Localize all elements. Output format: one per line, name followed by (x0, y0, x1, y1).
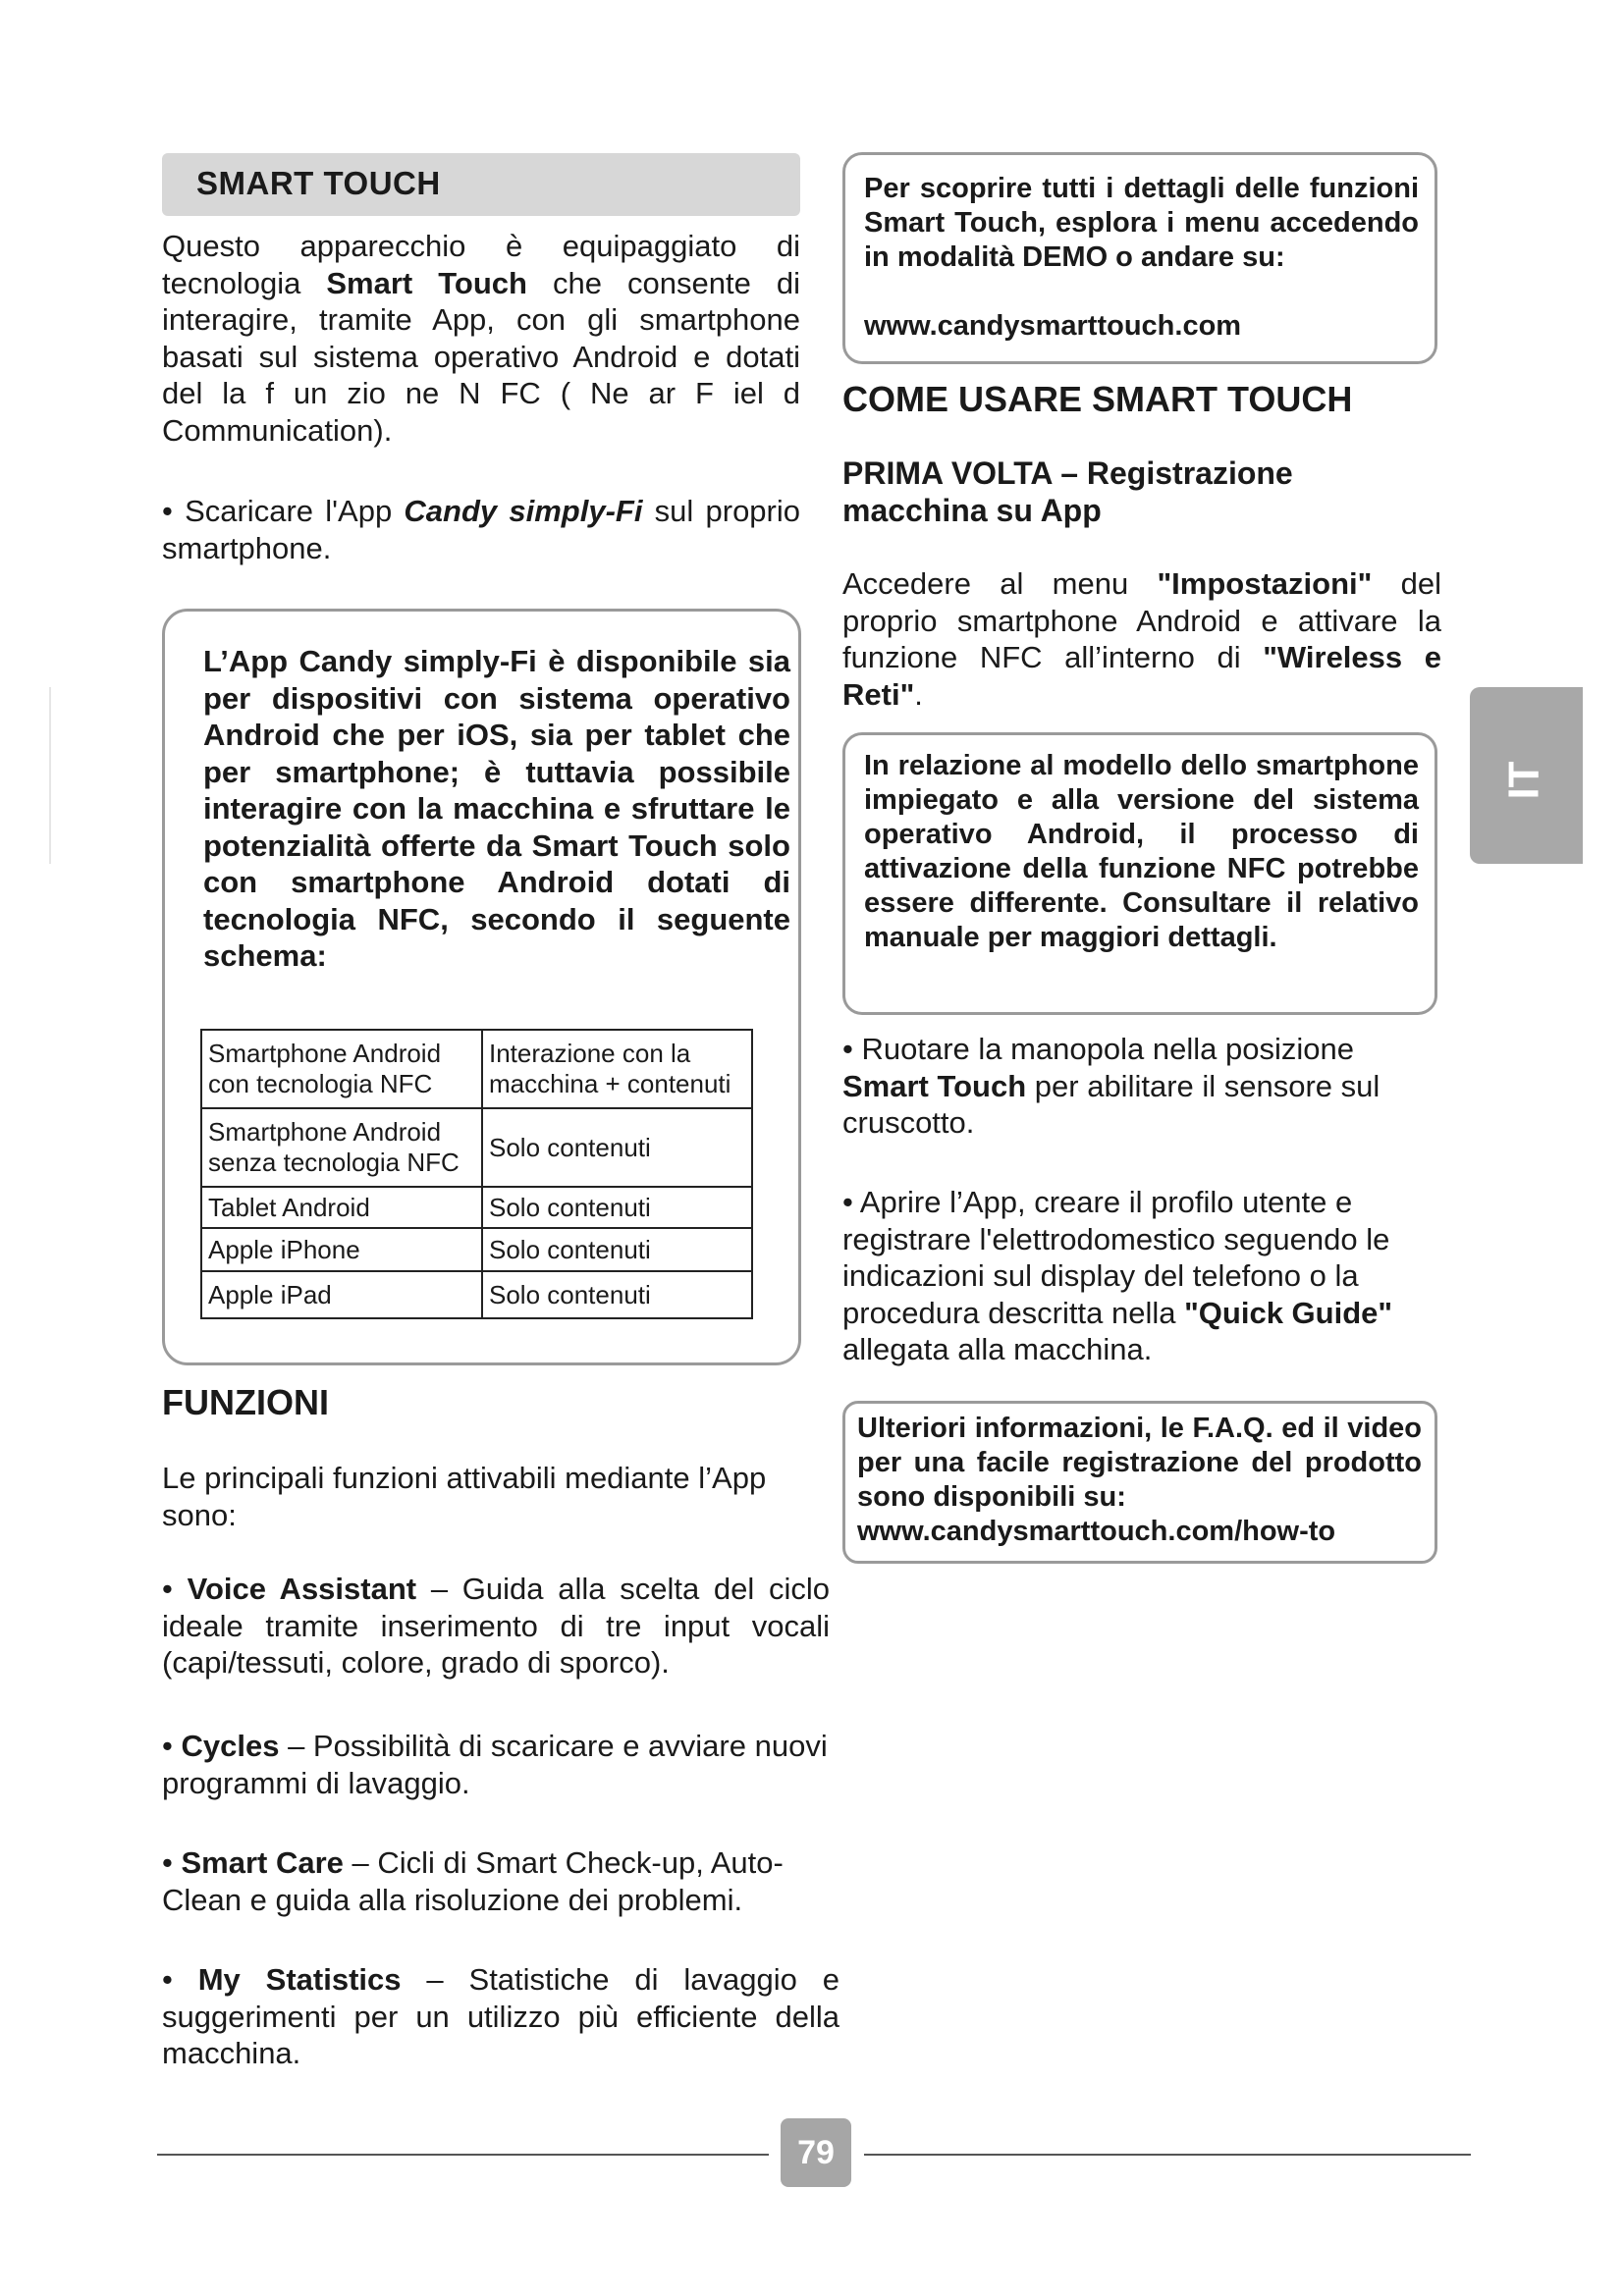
funzioni-heading: FUNZIONI (162, 1382, 329, 1422)
device-compatibility-table (200, 1029, 753, 1319)
faq-info-link[interactable]: www.candysmarttouch.com/how-to (857, 1516, 1336, 1547)
table-cell-capability: Solo contenuti (482, 1271, 752, 1318)
page-edge-mark (49, 687, 51, 864)
nfc-note-text: In relazione al modello dello smartphone impiegato e alla versione del sistema operativo Android, il processo di attivazione della funzione NFC potrebbe essere differente. Consultare il relativo manuale per maggiori dettagli. (864, 750, 1419, 953)
feature-cycles: • Cycles – Possibilità di scaricare e avviare nuovi programmi di lavaggio. (162, 1729, 828, 1800)
bullet-icon: • (162, 1729, 173, 1763)
table-row (201, 1228, 752, 1271)
download-app-paragraph: • Scaricare l'App Candy simply-Fi sul proprio smartphone. (162, 494, 801, 565)
funzioni-intro: Le principali funzioni attivabili mediante l’App sono: (162, 1461, 767, 1532)
bullet-icon: • (162, 1962, 173, 1997)
bullet-icon: • (162, 1845, 173, 1880)
feature-voice-assistant: • Voice Assistant – Guida alla scelta del ciclo ideale tramite inserimento di tre input vocali (capi/tessuti, colore, grado di sporco). (162, 1572, 831, 1680)
come-usare-heading: COME USARE SMART TOUCH (842, 379, 1353, 419)
language-tab-label: IT (1499, 761, 1548, 800)
intro-paragraph: Questo apparecchio è equipaggiato di tecnologia Smart Touch che consente di interagire, tramite App, con gli smartphone basati sul sistema operativo Android e dotati del la f un zio ne N FC ( Ne ar F iel d Communication). (162, 229, 800, 448)
table-row (201, 1108, 752, 1187)
bullet-icon: • (162, 1572, 173, 1606)
faq-info-box (842, 1401, 1437, 1564)
language-tab (1470, 687, 1583, 864)
prima-volta-subheading: PRIMA VOLTA – Registrazione macchina su App (842, 455, 1293, 528)
section-header-smart-touch (162, 153, 800, 216)
open-app-paragraph: • Aprire l’App, creare il profilo utente e registrare l'elettrodomestico seguendo le indicazioni sul display del telefono o la procedura descritta nella "Quick Guide" allegata alla macchina. (842, 1185, 1393, 1366)
table-cell-capability: Solo contenuti (482, 1108, 752, 1187)
rotate-knob-paragraph: • Ruotare la manopola nella posizione Smart Touch per abilitare il sensore sul cruscotto. (842, 1032, 1380, 1140)
table-cell-device: Apple iPad (201, 1271, 482, 1318)
footer-divider-left (157, 2154, 769, 2156)
feature-smart-care: • Smart Care – Cicli di Smart Check-up, Auto-Clean e guida alla risoluzione dei problemi. (162, 1845, 784, 1917)
table-row (201, 1271, 752, 1318)
table-row (201, 1187, 752, 1228)
faq-info-text: Ulteriori informazioni, le F.A.Q. ed il video per una facile registrazione del prodotto sono disponibili su: (857, 1413, 1422, 1513)
table-cell-capability: Solo contenuti (482, 1228, 752, 1271)
nfc-note-box (842, 732, 1437, 1015)
feature-my-statistics: • My Statistics – Statistiche di lavaggio e suggerimenti per un utilizzo più efficiente della macchina. (162, 1962, 839, 2070)
bullet-icon: • (842, 1185, 853, 1219)
table-row (201, 1030, 752, 1108)
footer-divider-right (864, 2154, 1471, 2156)
table-cell-device: Smartphone Android senza tecnologia NFC (201, 1108, 482, 1187)
table-cell-device: Tablet Android (201, 1187, 482, 1228)
table-cell-device: Apple iPhone (201, 1228, 482, 1271)
demo-info-link[interactable]: www.candysmarttouch.com (864, 310, 1242, 342)
page-number: 79 (781, 2118, 851, 2187)
table-cell-capability: Interazione con la macchina + contenuti (482, 1030, 752, 1108)
demo-info-box (842, 152, 1437, 364)
app-availability-text: L’App Candy simply-Fi è disponibile sia per dispositivi con sistema operativo Android che per iOS, sia per tablet che per smartphone; è tuttavia possibile interagire con la macchina e sfruttare le potenzialità offerte da Smart Touch solo con smartphone Android dotati di tecnologia NFC, secondo il seguente schema: (203, 644, 790, 973)
table-cell-capability: Solo contenuti (482, 1187, 752, 1228)
bullet-icon: • (842, 1032, 853, 1066)
section-title: SMART TOUCH (196, 165, 441, 201)
table-cell-device: Smartphone Android con tecnologia NFC (201, 1030, 482, 1108)
access-settings-paragraph: Accedere al menu "Impostazioni" del proprio smartphone Android e attivare la funzione NFC all’interno di "Wireless e Reti". (842, 566, 1441, 712)
bullet-icon: • (162, 494, 173, 528)
demo-info-text: Per scoprire tutti i dettagli delle funzioni Smart Touch, esplora i menu accedendo in modalità DEMO o andare su: (864, 173, 1419, 273)
